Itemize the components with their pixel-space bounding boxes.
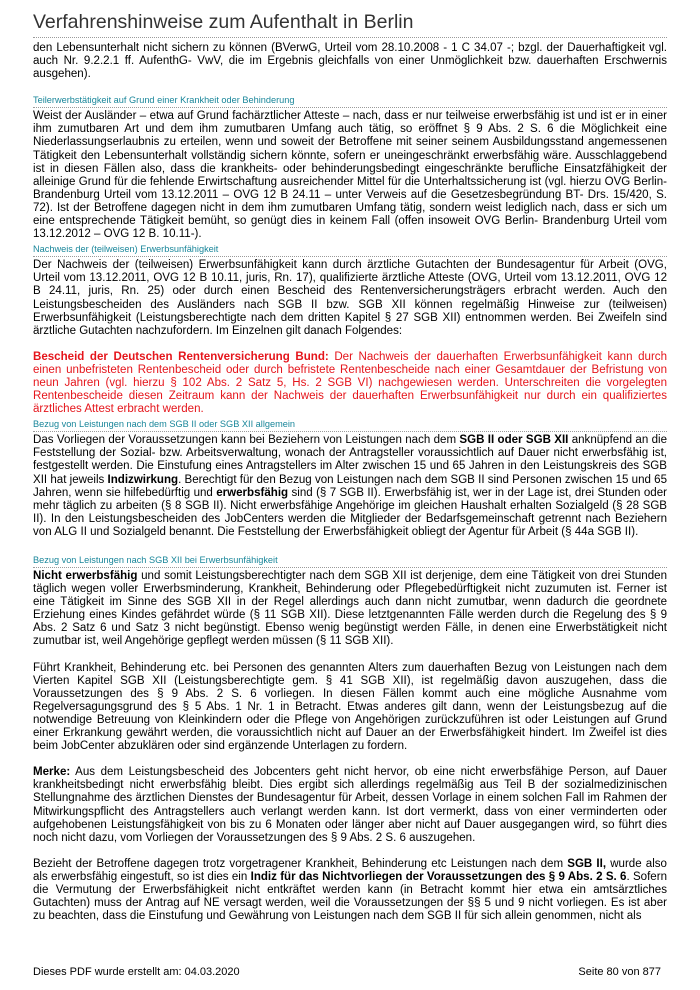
bold-span: Nicht erwerbsfähig	[33, 570, 138, 582]
text-span: und somit Leistungsberechtigter nach dem SGB XII ist derjenige, dem eine Tätigkeit von drei Stunden täglich wegen voller Erwerbsminderung, Krankheit, Behinderung oder Pflegebedürftigkeit nicht zuzumuten ist. Ferner ist eine Tätigkeit im Sinne des SGB XII in der Regel allerdings auch dann nicht zumutbar, wenn dadurch die geordnete Erziehung eines Kindes gefährdet würde (§ 11 SGB XII). Diese letztgenannten Fälle werden durch die Regelung des § 9 Abs. 2 Satz 6 und Satz 3 nicht begünstigt. Ebenso wenig begünstigt werden Fälle, in denen eine Erwerbstätigkeit nicht zumutbar ist, weil Angehörige gepflegt werden müssen (§ 11 SGB XII).	[33, 570, 667, 648]
teilerwerb-paragraph: Weist der Ausländer – etwa auf Grund fachärztlicher Atteste – nach, dass er nur teilweise erwerbsfähig ist und ist er in einer ihm zumutbaren Art und dem ihm zumutbaren Umfang auch tätig, so eröffnet § 9 Abs. 2 S. 6 die Möglichkeit eine Niederlassungserlaubnis zu erteilen, wenn und soweit der Betroffene mit seiner seinem Ausbildungsstand angemessenen Tätigkeit den Lebensunterhalt vollständig sichern könnte, sofern er uneingeschränkt erwerbsfähig wäre. Ausschlaggebend ist in diesen Fällen also, dass die krankheits- oder behinderungsbedingt eingeschränkte berufliche Einsatzfähigkeit der alleinige Grund für die fehlende Erwirtschaftung ausreichender Mittel für die Unterhaltssicherung ist (vgl. hierzu OVG Berlin-Brandenburg Urteil vom 13.12.2011 – OVG 12 B 24.11 – unter Verweis auf die Gesetzesbegründung BT- Drs. 15/420, S. 72). Ist der Betroffene dagegen nicht in dem ihm zumutbaren Umfang tätig, sondern weist lediglich nach, dass er sich um eine entsprechende Tätigkeit bemüht, so genügt dies in keinem Fall (offen insoweit OVG Berlin- Brandenburg Urteil vom 13.12.2012 – OVG 12 B. 10.11-).	[33, 110, 667, 241]
text-span: wurde also als erwerbsfähig eingestuft, so ist dies ein	[33, 857, 667, 883]
text-span: . Berechtigt für den Bezug von Leistungen nach dem SGB II sind Personen zwischen 15 und 65 Jahren, wenn sie hilfebedürftig und	[33, 473, 667, 499]
sgb-xii-paragraph-4	[33, 858, 667, 923]
rentenversicherung-label: Bescheid der Deutschen Rentenversicherung Bund:	[33, 350, 329, 363]
section-heading-teilerwerb: Teilerwerbstätigkeit auf Grund einer Krankheit oder Behinderung	[33, 95, 667, 108]
merke-label: Merke:	[33, 766, 71, 779]
merke-text: Aus dem Leistungsbescheid des Jobcenters geht nicht hervor, ob eine nicht erwerbsfähige Person, auf Dauer krankheitsbedingt nicht erwerbsfähig bleibt. Dies ergibt sich allerdings regelmäßig aus Teil B der sozialmedizinischen Stellungnahme des ärztlichen Dienstes der Bundesagentur für Arbeit, dessen Vorlage in einem solchen Fall im Rahmen der Mitwirkungspflicht des Antragstellers auch verlangt werden kann. Ist dort vermerkt, dass von einer verminderten oder aufgehobenen Leistungsfähigkeit von bis zu 6 Monaten oder länger aber nicht auf Dauer ausgegangen wird, so führt dies noch nicht dazu, vom Vorliegen der Voraussetzungen des § 9 Abs. 2 S. 6 auszugehen.	[33, 766, 667, 844]
bold-span: Indiz für das Nichtvorliegen der Voraussetzungen des § 9 Abs. 2 S. 6	[250, 870, 627, 883]
creation-date: Dieses PDF wurde erstellt am: 04.03.2020	[33, 966, 240, 978]
bold-span: SGB II oder SGB XII	[459, 434, 569, 447]
text-span: Bezieht der Betroffene dagegen trotz vorgetragener Krankheit, Behinderung etc Leistungen nach dem	[33, 857, 568, 870]
bold-span: erwerbsfähig	[216, 486, 289, 499]
section-heading-sgb-allgemein: Bezug von Leistungen nach dem SGB II oder SGB XII allgemein	[33, 419, 667, 432]
sgb-xii-paragraph-1	[33, 570, 667, 649]
text-span: . Sofern die Vermutung der Erwerbsfähigkeit nicht entkräftet werden kann (in Betracht kommt hier etwa ein amtsärztliches Gutachten) muss der Antrag auf NE versagt werden, weil die Voraussetzungen der §§ 5 und 9 nicht vorliegen. Es ist aber zu beachten, dass die Einstufung und Gewährung von Leistungen nach dem SGB II für sich allein genommen, nicht als	[33, 870, 667, 923]
rentenversicherung-note	[33, 351, 667, 416]
text-span: sind (§ 7 SGB II). Erwerbsfähig ist, wer in der Lage ist, drei Stunden oder mehr täglich zu arbeiten (§ 8 SGB II). Nicht erwerbsfähige Angehörige im gleichen Haushalt erhalten Sozialgeld (§ 28 SGB II). In den Leistungsbescheiden des JobCenters werden die Mitglieder der Bedarfsgemeinschaft getrennt nach Beziehern von ALG II und Sozialgeld benannt. Die Feststellung der Erwerbsfähigkeit obliegt der Agentur für Arbeit (§ 44a SGB II).	[33, 486, 667, 538]
section-heading-nachweis: Nachweis der (teilweisen) Erwerbsunfähigkeit	[33, 244, 667, 257]
rentenversicherung-text: Der Nachweis der dauerhaften Erwerbsunfähigkeit kann durch einen unbefristeten Rentenbescheid oder durch befristete Rentenbescheide nach einer Gesamtdauer der Befristung von neun Jahren (vgl. hierzu § 102 Abs. 2 Satz 5, Hs. 2 SGB VI) nachgewiesen werden. Unterschreiten die vorgelegten Rentenbescheide diesen Zeitraum kann der Nachweis der dauerhaften Erwerbsunfähigkeit nur durch ein qualifiziertes ärztliches Attest erbracht werden.	[33, 350, 667, 416]
section-heading-sgb-xii: Bezug von Leistungen nach SGB XII bei Erwerbsunfähigkeit	[33, 555, 667, 568]
nachweis-paragraph: Der Nachweis der (teilweisen) Erwerbsunfähigkeit kann durch ärztliche Gutachten der Bundesagentur für Arbeit (OVG, Urteil vom 13.12.2011, OVG 12 B 10.11, juris, Rn. 17), qualifizierte ärztliche Atteste (OVG, Urteil vom 13.12.2011, OVG 12 B 24.11, juris, Rn. 25) oder durch einen Bescheid des Rentenversicherungsträgers erbracht werden. Auch den Leistungsbescheiden des Ausländers nach SGB II bzw. SGB XII können regelmäßig Hinweise zur (teilweisen) Erwerbsunfähigkeit (Leistungsberechtigte nach dem dritten Kapitel § 27 SGB XII) entnommen werden. Bei Zweifeln sind ärztliche Gutachten nachzufordern. Im Einzelnen gilt danach Folgendes:	[33, 259, 667, 337]
merke-paragraph	[33, 766, 667, 845]
sgb-allgemein-paragraph	[33, 434, 667, 539]
page-footer	[33, 966, 661, 978]
bold-span: Indizwirkung	[107, 473, 179, 486]
page-number: Seite 80 von 877	[578, 966, 661, 978]
intro-paragraph: den Lebensunterhalt nicht sichern zu können (BVerwG, Urteil vom 28.10.2008 - 1 C 34.07 -; bzgl. der Dauerhaftigkeit vgl. auch Nr. 9.2.2.1 ff. AufenthG- VwV, die im Ergebnis gleichfalls von einer Unmöglichkeit bzw. dauerhaften Erschwernis ausgehen).	[33, 42, 667, 81]
page-title: Verfahrenshinweise zum Aufenthalt in Berlin	[33, 11, 667, 38]
sgb-xii-paragraph-2: Führt Krankheit, Behinderung etc. bei Personen des genannten Alters zum dauerhaften Bezug von Leistungen nach dem Vierten Kapitel SGB XII (Leistungsberechtigte gem. § 41 SGB XII), ist regelmäßig davon auszugehen, dass die Voraussetzungen des § 9 Abs. 2 S. 6 vorliegen. In diesen Fällen kommt auch eine mögliche Ausnahme vom Regelversagungsgrund des § 5 Abs. 1 Nr. 1 in Betracht. Etwas anderes gilt dann, wenn der Leistungsbezug auf die notwendige Betreuung von Kleinkindern oder die Pflege von Angehörigen zurückzuführen ist oder Leistungen auf Grund einer Erkrankung gewährt werden, die voraussichtlich nicht auf Dauer an der Erwerbsfähigkeit hindert. Im Zweifel ist dies beim JobCenter abzuklären oder sind ergänzende Unterlagen zu fordern.	[33, 661, 667, 753]
text-span: Das Vorliegen der Voraussetzungen kann bei Beziehern von Leistungen nach dem	[33, 434, 460, 447]
text-span: anknüpfend an die Feststellung der Sozial- bzw. Arbeitsverwaltung, wonach der Antragsteller voraussichtlich auf Dauer nicht erwerbsfähig ist, festgestellt werden. Die Einstufung eines Antragstellers im Alter zwischen 15 und 65 Jahren in den Leistungskreis des SGB XII hat jeweils	[33, 434, 668, 486]
page	[33, 0, 667, 923]
bold-span: SGB II,	[567, 857, 607, 870]
